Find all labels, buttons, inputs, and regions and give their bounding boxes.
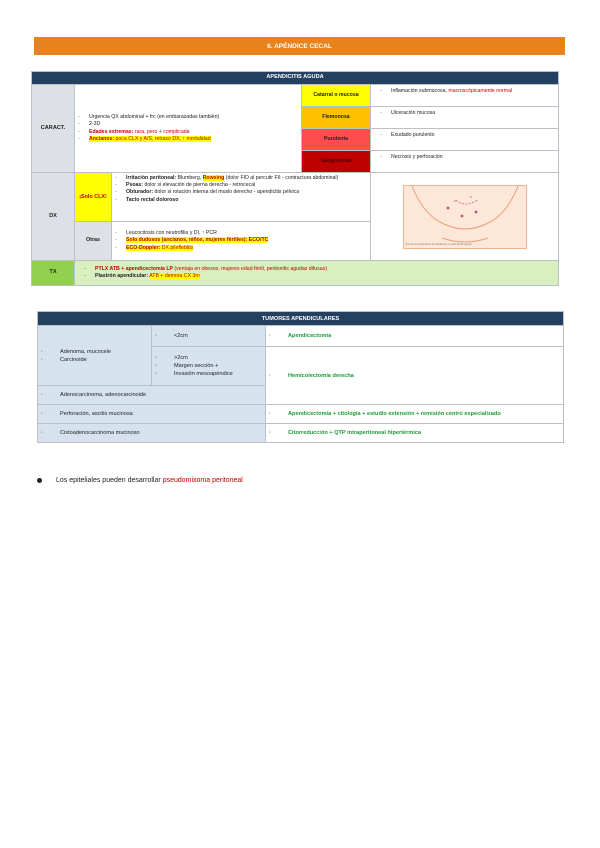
dx-otras	[112, 222, 371, 261]
tumor-type: · Adenoma, mucocele	[38, 348, 151, 356]
tx-label: TX	[32, 261, 75, 286]
tumor-type-adenocarcinoma: · Adenocarcinoma, adenocarcinoide	[38, 386, 266, 405]
solo-clx-label: ¡Solo CLX!	[75, 173, 112, 222]
stage-catarral: Catarral o mucosa	[302, 85, 371, 107]
tx-item: - PTLX ATB + apendicectomía LP (ventaja en obesos, mujeres edad fértil, peritonitis agudas difusas)	[81, 266, 552, 273]
stage-flemonosa: Flemonosa	[302, 107, 371, 129]
tx-perforacion: · Apendicectomía + citología + estudio extensión + remisión centro especializado	[266, 405, 564, 424]
size-small: · <2cm	[152, 326, 266, 347]
stage-desc: - Ulceración mucosa	[371, 107, 559, 129]
svg-text:x: x	[453, 197, 456, 203]
tumores-table	[37, 311, 564, 443]
tx-cistoadenocarcinoma: · Citorreducción + QTP intraperitoneal hipertérmica	[266, 424, 564, 443]
tx-content	[75, 261, 559, 286]
tumores-header: TUMORES APENDICULARES	[38, 312, 564, 326]
caract-item: - Ancianos: poca CLX y A/S, retraso DX, ↑ mortalidad	[75, 136, 301, 143]
apendicitis-header: APENDICITIS AGUDA	[32, 72, 559, 85]
tumor-type-cistoadenocarcinoma: · Cistoadenocarcinoma mucinoso	[38, 424, 266, 443]
tumor-type-adenoma	[38, 326, 152, 386]
dx-image-cell	[371, 173, 559, 261]
section-banner	[34, 37, 565, 55]
dx-clinica	[112, 173, 371, 222]
dx-sign: - Obturador: dolor si rotación interna del muslo derecho ◦ apendicitis pélvica	[112, 189, 370, 196]
caract-item: - Urgencia QX abdominal + frc (en embarazadas también)	[75, 114, 301, 121]
stage-desc: - Necrosis y perforación	[371, 151, 559, 173]
stage-purulenta: Purulenta	[302, 129, 371, 151]
dx-otra: - Leucocitosis con neutrofilia y DI, ↑ PCR	[112, 230, 370, 237]
note-bullet	[37, 477, 243, 484]
dx-otra: - Solo dudosos (ancianos, niños, mujeres fértiles): ECO/TC	[112, 237, 370, 244]
image-caption: Puntos de exploración del abdomen en apendicitis aguda	[405, 243, 472, 247]
tx-small: · Apendicectomía	[266, 326, 564, 347]
size-large: · >2cm · Margen sección + · Invasión mesoapéndice	[152, 347, 266, 386]
tumor-type: · Carcinoide	[38, 356, 151, 364]
caract-item: - Edades extremas: rara, pero + complicada	[75, 129, 301, 136]
svg-text:x: x	[469, 193, 472, 199]
apendicitis-table	[31, 71, 559, 286]
dx-sign: - Irritación peritoneal: Blumberg, Rowsing (dolor FID al percutir FII ◦ contractura abdominal)	[112, 175, 370, 182]
otras-label: Otras	[75, 222, 112, 261]
caract-label: CARACT.	[32, 85, 75, 173]
dx-sign: - Tacto rectal doloroso	[112, 197, 370, 204]
tumor-type-perforacion: · Perforación, ascitis mucinosa	[38, 405, 266, 424]
note-text: Los epiteliales pueden desarrollar	[56, 477, 161, 484]
caract-item: - 2-3D	[75, 121, 301, 128]
caract-content	[75, 85, 302, 173]
stage-gangrenosa: Gangrenosa	[302, 151, 371, 173]
dx-sign: - Psoas: dolor si elevación de pierna derecha ◦ retrocecal	[112, 182, 370, 189]
stage-desc: - Exudado purulento	[371, 129, 559, 151]
section-title: 6. APÉNDICE CECAL	[267, 42, 332, 50]
note-red: pseudomixoma peritoneal	[162, 477, 243, 484]
tx-item: - Plastrón apendicular: ATB + demora CX 3m	[81, 273, 552, 280]
abdomen-illustration	[403, 185, 527, 249]
tx-hemicolectomia: · Hemicolectomía derecha	[266, 347, 564, 405]
bullet-dot-icon	[37, 478, 42, 483]
stage-desc: - Inflamación submucosa, macroscópicamente normal	[371, 85, 559, 107]
dx-label: DX	[32, 173, 75, 261]
dx-otra: - ECO-Doppler: DX pileflebitis	[112, 245, 370, 252]
